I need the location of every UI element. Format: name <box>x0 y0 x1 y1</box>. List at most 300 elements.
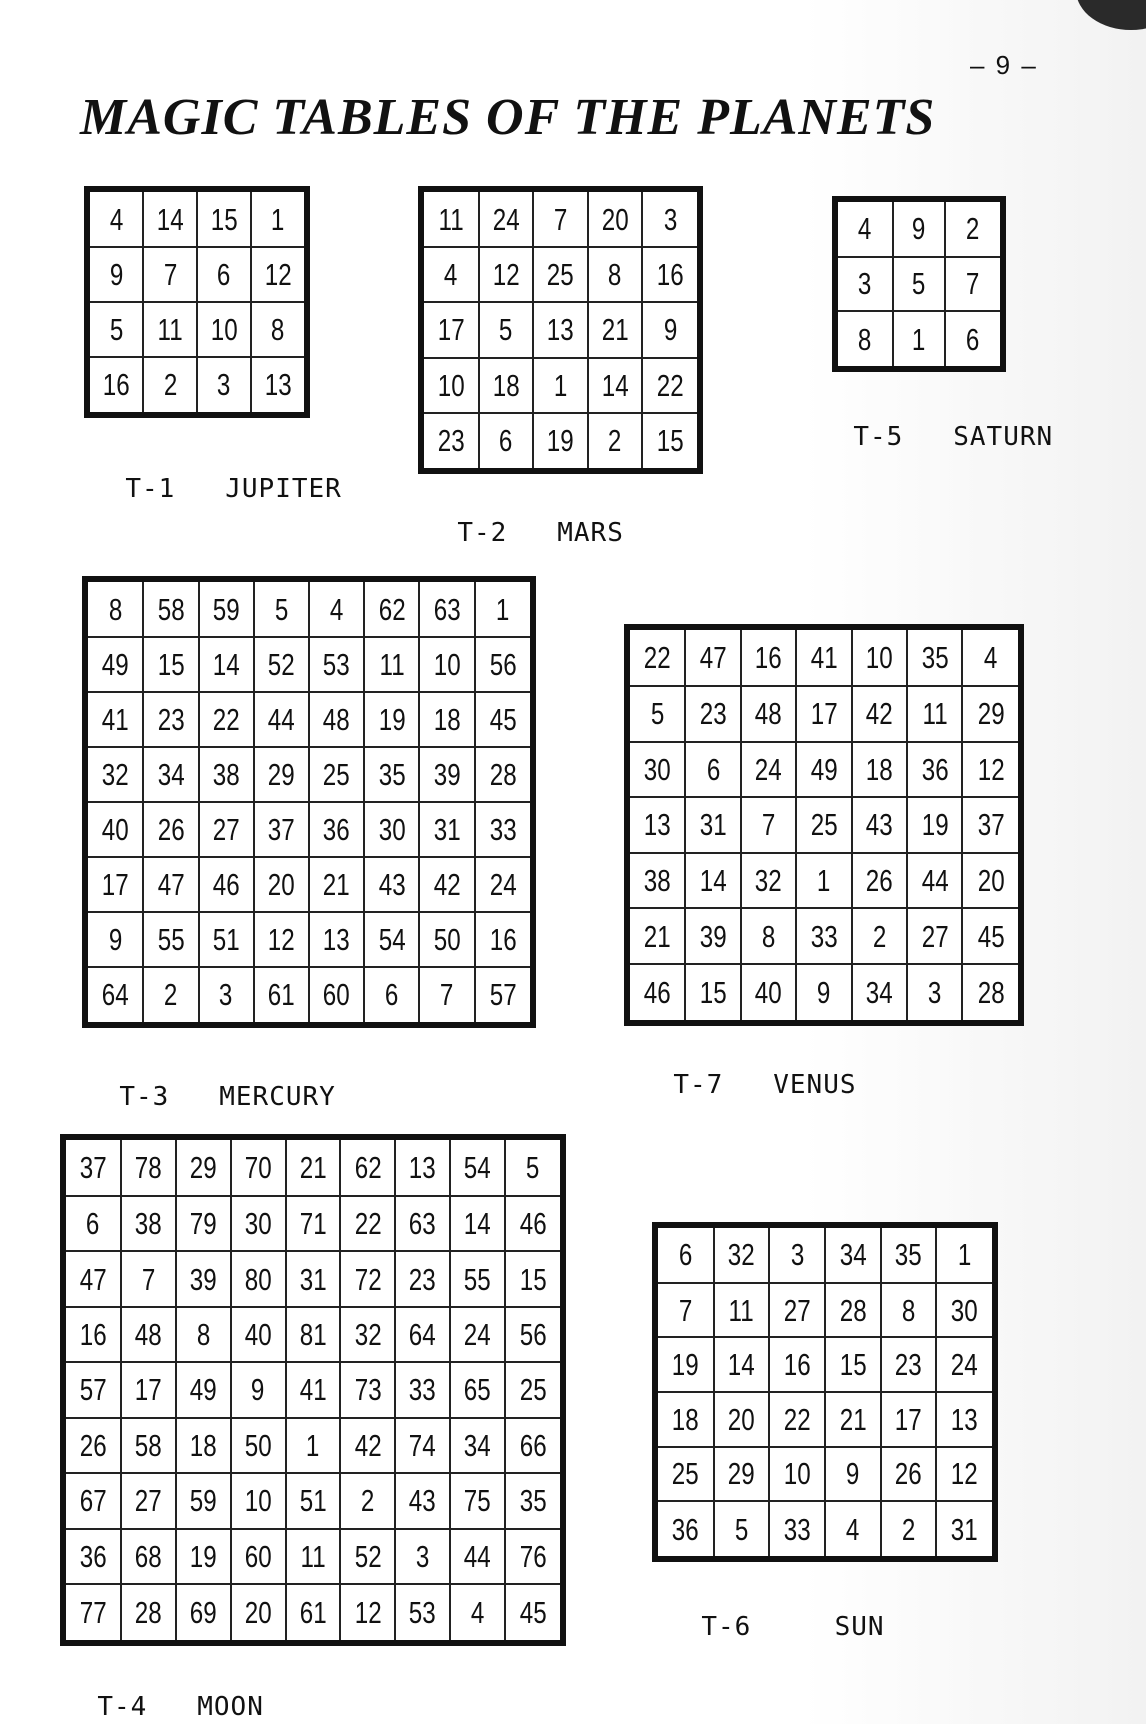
table-cell <box>364 967 419 1025</box>
table-row <box>63 1584 563 1643</box>
table-cell <box>121 1251 176 1306</box>
cell-value: 6 <box>678 1237 693 1273</box>
table-cell <box>642 189 700 247</box>
cell-value: 36 <box>921 751 949 787</box>
table-cell <box>340 1362 395 1417</box>
cell-value: 19 <box>671 1347 699 1383</box>
table-cell <box>962 627 1021 686</box>
table-cell <box>63 1529 121 1584</box>
cell-value: 3 <box>663 201 677 237</box>
table-cell <box>87 189 143 247</box>
cell-value: 13 <box>951 1401 979 1437</box>
cell-value: 15 <box>839 1347 867 1383</box>
table-cell <box>143 967 198 1025</box>
cell-value: 5 <box>912 266 926 302</box>
table-cell <box>419 802 474 857</box>
table-cell <box>479 302 534 357</box>
cell-value: 26 <box>79 1427 107 1463</box>
cell-value: 29 <box>189 1149 217 1185</box>
table-cell <box>835 199 893 257</box>
table-row <box>421 358 700 413</box>
cell-value: 29 <box>728 1456 755 1492</box>
cell-value: 25 <box>519 1372 547 1408</box>
table-cell <box>254 692 309 747</box>
cell-value: 15 <box>519 1261 547 1297</box>
table-cell <box>475 857 533 912</box>
cell-value: 68 <box>134 1538 162 1574</box>
cell-value: 37 <box>977 807 1005 843</box>
table-cell <box>87 247 143 302</box>
cell-value: 43 <box>378 866 406 902</box>
table-cell <box>421 358 479 413</box>
table-cell <box>340 1307 395 1362</box>
table-cell <box>395 1418 450 1473</box>
cell-value: 38 <box>643 863 671 899</box>
table-cell <box>63 1418 121 1473</box>
table-cell <box>450 1251 505 1306</box>
cell-value: 46 <box>519 1206 547 1242</box>
cell-value: 8 <box>901 1292 916 1328</box>
cell-value: 11 <box>438 201 464 237</box>
table-row <box>835 311 1003 369</box>
table-cell <box>121 1529 176 1584</box>
cell-value: 21 <box>839 1401 867 1437</box>
cell-value: 18 <box>189 1427 217 1463</box>
table-cell <box>588 413 643 471</box>
cell-value: 15 <box>157 647 185 683</box>
table-cell <box>450 1584 505 1643</box>
cell-value: 3 <box>790 1237 804 1273</box>
table-cell <box>655 1501 714 1559</box>
table-cell <box>479 358 534 413</box>
table-cell <box>588 189 643 247</box>
table-cell <box>714 1225 770 1283</box>
table-cell <box>907 627 962 686</box>
cell-value: 16 <box>755 639 783 675</box>
table-cell <box>505 1418 563 1473</box>
cell-value: 30 <box>643 751 671 787</box>
cell-value: 33 <box>810 918 838 954</box>
table-cell <box>825 1337 881 1392</box>
cell-value: 18 <box>865 751 893 787</box>
table-cell <box>450 1137 505 1196</box>
table-row <box>63 1362 563 1417</box>
cell-value: 4 <box>470 1595 485 1631</box>
table-cell <box>505 1362 563 1417</box>
table-cell <box>450 1473 505 1528</box>
cell-value: 46 <box>212 866 240 902</box>
table-cell <box>588 247 643 302</box>
table-row <box>85 912 533 967</box>
cell-value: 7 <box>678 1292 693 1328</box>
table-cell <box>121 1584 176 1643</box>
table-row <box>87 189 307 247</box>
table-cell <box>85 857 143 912</box>
table-cell <box>251 189 307 247</box>
table-row <box>63 1307 563 1362</box>
caption-jupiter <box>92 444 342 504</box>
table-cell <box>533 247 588 302</box>
cell-value: 56 <box>519 1317 547 1352</box>
cell-value: 39 <box>699 918 727 954</box>
cell-value: 73 <box>354 1372 382 1408</box>
table-cell <box>419 912 474 967</box>
caption-moon <box>64 1662 264 1722</box>
cell-value: 58 <box>157 591 185 627</box>
table-row <box>85 802 533 857</box>
cell-value: 40 <box>244 1317 272 1352</box>
table-cell <box>176 1473 231 1528</box>
cell-value: 53 <box>409 1595 437 1631</box>
cell-value: 11 <box>379 647 405 683</box>
table-cell <box>475 747 533 802</box>
table-cell <box>714 1447 770 1502</box>
cell-value: 12 <box>977 751 1005 787</box>
table-cell <box>450 1418 505 1473</box>
cell-value: 3 <box>217 367 231 403</box>
cell-value: 11 <box>728 1292 755 1328</box>
table-cell <box>199 967 254 1025</box>
table-cell <box>364 579 419 637</box>
cell-value: 33 <box>489 811 517 847</box>
cell-value: 42 <box>865 696 893 732</box>
cell-value: 31 <box>433 811 461 847</box>
cell-value: 3 <box>928 974 942 1010</box>
cell-value: 24 <box>951 1347 979 1383</box>
caption-venus <box>640 1040 857 1100</box>
table-cell <box>231 1418 286 1473</box>
table-cell <box>143 189 197 247</box>
table-cell <box>533 358 588 413</box>
cell-value: 11 <box>922 696 948 732</box>
cell-value: 41 <box>810 639 838 675</box>
table-cell <box>852 964 907 1023</box>
cell-value: 27 <box>212 811 240 847</box>
cell-value: 27 <box>134 1483 162 1519</box>
table-row <box>85 967 533 1025</box>
table-cell <box>796 964 851 1023</box>
cell-value: 36 <box>79 1538 107 1574</box>
table-cell <box>197 247 251 302</box>
table-row <box>655 1283 995 1338</box>
cell-value: 18 <box>492 367 520 403</box>
cell-value: 1 <box>553 367 568 403</box>
table-cell <box>199 692 254 747</box>
table-cell <box>364 637 419 692</box>
cell-value: 13 <box>643 807 671 843</box>
cell-value: 10 <box>783 1456 811 1492</box>
cell-value: 14 <box>728 1347 755 1383</box>
cell-value: 23 <box>437 423 465 459</box>
cell-value: 7 <box>440 977 454 1013</box>
cell-value: 17 <box>894 1401 922 1437</box>
table-cell <box>825 1447 881 1502</box>
cell-value: 3 <box>219 977 233 1013</box>
table-cell <box>769 1501 825 1559</box>
caption-mars <box>424 488 624 548</box>
table-cell <box>254 747 309 802</box>
cell-value: 8 <box>858 321 872 357</box>
table-cell <box>685 964 740 1023</box>
cell-value: 50 <box>244 1427 272 1463</box>
table-row <box>655 1392 995 1447</box>
table-cell <box>395 1362 450 1417</box>
table-cell <box>85 802 143 857</box>
table-cell <box>450 1196 505 1251</box>
table-cell <box>85 637 143 692</box>
cell-value: 59 <box>189 1483 217 1519</box>
cell-value: 54 <box>378 921 406 957</box>
cell-value: 60 <box>323 977 351 1013</box>
table-cell <box>627 797 685 853</box>
cell-value: 24 <box>489 866 517 902</box>
cell-value: 6 <box>706 751 720 787</box>
cell-value: 66 <box>519 1427 547 1463</box>
cell-value: 35 <box>519 1483 547 1519</box>
cell-value: 35 <box>894 1237 922 1273</box>
table-cell <box>655 1392 714 1447</box>
cell-value: 79 <box>189 1206 217 1242</box>
cell-value: 29 <box>267 757 295 792</box>
table-row <box>63 1251 563 1306</box>
cell-value: 17 <box>101 866 129 902</box>
table-cell <box>199 912 254 967</box>
cell-value: 19 <box>547 423 574 459</box>
cell-value: 44 <box>921 863 949 899</box>
cell-value: 3 <box>415 1538 430 1574</box>
cell-value: 1 <box>912 321 926 357</box>
magic-table-venus <box>624 624 1024 1026</box>
table-cell <box>419 857 474 912</box>
cell-value: 27 <box>921 918 949 954</box>
caption-name: JUPITER <box>225 474 342 504</box>
table-cell <box>893 257 945 311</box>
table-row <box>85 692 533 747</box>
caption-label: T-3 <box>119 1082 170 1112</box>
cell-value: 24 <box>755 751 783 787</box>
table-cell <box>254 637 309 692</box>
cell-value: 49 <box>810 751 838 787</box>
cell-value: 14 <box>699 863 727 899</box>
cell-value: 23 <box>409 1261 437 1297</box>
cell-value: 32 <box>354 1317 382 1352</box>
cell-value: 5 <box>734 1511 749 1547</box>
table-cell <box>714 1501 770 1559</box>
table-cell <box>714 1337 770 1392</box>
table-cell <box>254 857 309 912</box>
cell-value: 5 <box>499 312 513 348</box>
caption-name: MOON <box>197 1692 264 1722</box>
table-cell <box>852 853 907 909</box>
caption-mercury <box>86 1052 336 1112</box>
table-cell <box>197 357 251 415</box>
table-cell <box>505 1137 563 1196</box>
cell-value: 14 <box>464 1206 492 1242</box>
cell-value: 1 <box>306 1427 320 1463</box>
cell-value: 63 <box>409 1206 437 1242</box>
cell-value: 38 <box>212 757 240 792</box>
table-cell <box>627 908 685 964</box>
table-cell <box>962 742 1021 798</box>
cell-value: 15 <box>656 423 684 459</box>
table-cell <box>121 1307 176 1362</box>
cell-value: 39 <box>433 757 461 792</box>
magic-table-jupiter <box>84 186 310 418</box>
cell-value: 48 <box>134 1317 162 1352</box>
cell-value: 45 <box>519 1595 547 1631</box>
cell-value: 30 <box>244 1206 272 1242</box>
table-cell <box>852 627 907 686</box>
table-cell <box>176 1307 231 1362</box>
table-cell <box>852 797 907 853</box>
cell-value: 6 <box>385 977 399 1013</box>
cell-value: 39 <box>189 1261 217 1297</box>
table-cell <box>450 1529 505 1584</box>
cell-value: 16 <box>656 257 684 293</box>
table-cell <box>364 912 419 967</box>
cell-value: 7 <box>553 201 568 237</box>
cell-value: 56 <box>489 647 517 683</box>
cell-value: 19 <box>378 702 406 738</box>
table-row <box>85 857 533 912</box>
table-cell <box>176 1137 231 1196</box>
cell-value: 8 <box>271 311 285 347</box>
cell-value: 58 <box>134 1427 162 1463</box>
table-cell <box>143 302 197 357</box>
table-cell <box>395 1251 450 1306</box>
table-cell <box>741 853 796 909</box>
table-cell <box>309 637 364 692</box>
cell-value: 31 <box>699 807 727 843</box>
magic-table-sun <box>652 1222 998 1562</box>
cell-value: 8 <box>608 257 622 293</box>
cell-value: 47 <box>699 639 727 675</box>
table-cell <box>197 189 251 247</box>
cell-value: 8 <box>761 918 776 954</box>
cell-value: 16 <box>783 1347 811 1383</box>
table-cell <box>143 637 198 692</box>
table-cell <box>286 1529 341 1584</box>
table-row <box>627 627 1021 686</box>
cell-value: 37 <box>267 811 295 847</box>
cell-value: 9 <box>108 921 122 957</box>
table-cell <box>143 802 198 857</box>
cell-value: 28 <box>977 974 1005 1010</box>
table-cell <box>121 1196 176 1251</box>
caption-name: SATURN <box>953 422 1054 452</box>
cell-value: 80 <box>244 1261 272 1297</box>
table-cell <box>505 1584 563 1643</box>
table-cell <box>63 1362 121 1417</box>
table-cell <box>340 1418 395 1473</box>
cell-value: 41 <box>299 1372 327 1408</box>
table-cell <box>945 311 1003 369</box>
cell-value: 59 <box>212 591 240 627</box>
table-cell <box>505 1251 563 1306</box>
table-cell <box>714 1283 770 1338</box>
cell-value: 7 <box>761 807 776 843</box>
cell-value: 16 <box>102 367 130 403</box>
table-cell <box>231 1251 286 1306</box>
cell-value: 44 <box>464 1538 492 1574</box>
cell-value: 7 <box>966 266 980 302</box>
cell-value: 69 <box>189 1595 217 1631</box>
table-cell <box>796 797 851 853</box>
table-cell <box>852 742 907 798</box>
table-cell <box>741 797 796 853</box>
table-cell <box>475 967 533 1025</box>
caption-label: T-1 <box>125 474 176 504</box>
table-cell <box>176 1529 231 1584</box>
table-cell <box>340 1584 395 1643</box>
table-cell <box>936 1447 995 1502</box>
table-row <box>655 1501 995 1559</box>
cell-value: 25 <box>810 807 838 843</box>
table-cell <box>796 627 851 686</box>
cell-value: 22 <box>643 639 671 675</box>
cell-value: 20 <box>267 866 295 902</box>
cell-value: 52 <box>354 1538 382 1574</box>
table-cell <box>419 747 474 802</box>
table-cell <box>796 908 851 964</box>
magic-table-saturn <box>832 196 1006 372</box>
cell-value: 54 <box>464 1149 492 1185</box>
cell-value: 2 <box>872 918 887 954</box>
table-cell <box>197 302 251 357</box>
cell-value: 31 <box>299 1261 327 1297</box>
table-cell <box>340 1529 395 1584</box>
cell-value: 10 <box>433 647 461 683</box>
table-cell <box>642 247 700 302</box>
table-cell <box>835 311 893 369</box>
table-cell <box>176 1251 231 1306</box>
cell-value: 25 <box>323 757 351 792</box>
cell-value: 23 <box>699 696 727 732</box>
table-cell <box>881 1392 937 1447</box>
cell-value: 17 <box>134 1372 162 1408</box>
cell-value: 40 <box>101 811 129 847</box>
magic-table-mercury <box>82 576 536 1028</box>
table-cell <box>505 1307 563 1362</box>
table-cell <box>251 302 307 357</box>
table-cell <box>475 579 533 637</box>
table-row <box>655 1225 995 1283</box>
cell-value: 35 <box>378 757 406 792</box>
cell-value: 64 <box>101 977 129 1013</box>
cell-value: 30 <box>378 811 406 847</box>
table-cell <box>796 853 851 909</box>
table-cell <box>475 802 533 857</box>
table-cell <box>825 1225 881 1283</box>
cell-value: 11 <box>300 1538 326 1574</box>
caption-name: MARS <box>557 518 624 548</box>
table-cell <box>479 189 534 247</box>
table-cell <box>421 302 479 357</box>
table-row <box>63 1137 563 1196</box>
cell-value: 5 <box>526 1149 540 1185</box>
table-cell <box>852 686 907 742</box>
table-row <box>63 1196 563 1251</box>
cell-value: 36 <box>671 1511 699 1547</box>
table-cell <box>825 1392 881 1447</box>
table-cell <box>655 1447 714 1502</box>
table-cell <box>85 967 143 1025</box>
cell-value: 13 <box>323 921 351 957</box>
table-row <box>87 302 307 357</box>
cell-value: 16 <box>79 1317 107 1352</box>
table-cell <box>395 1196 450 1251</box>
cell-value: 11 <box>157 311 183 347</box>
